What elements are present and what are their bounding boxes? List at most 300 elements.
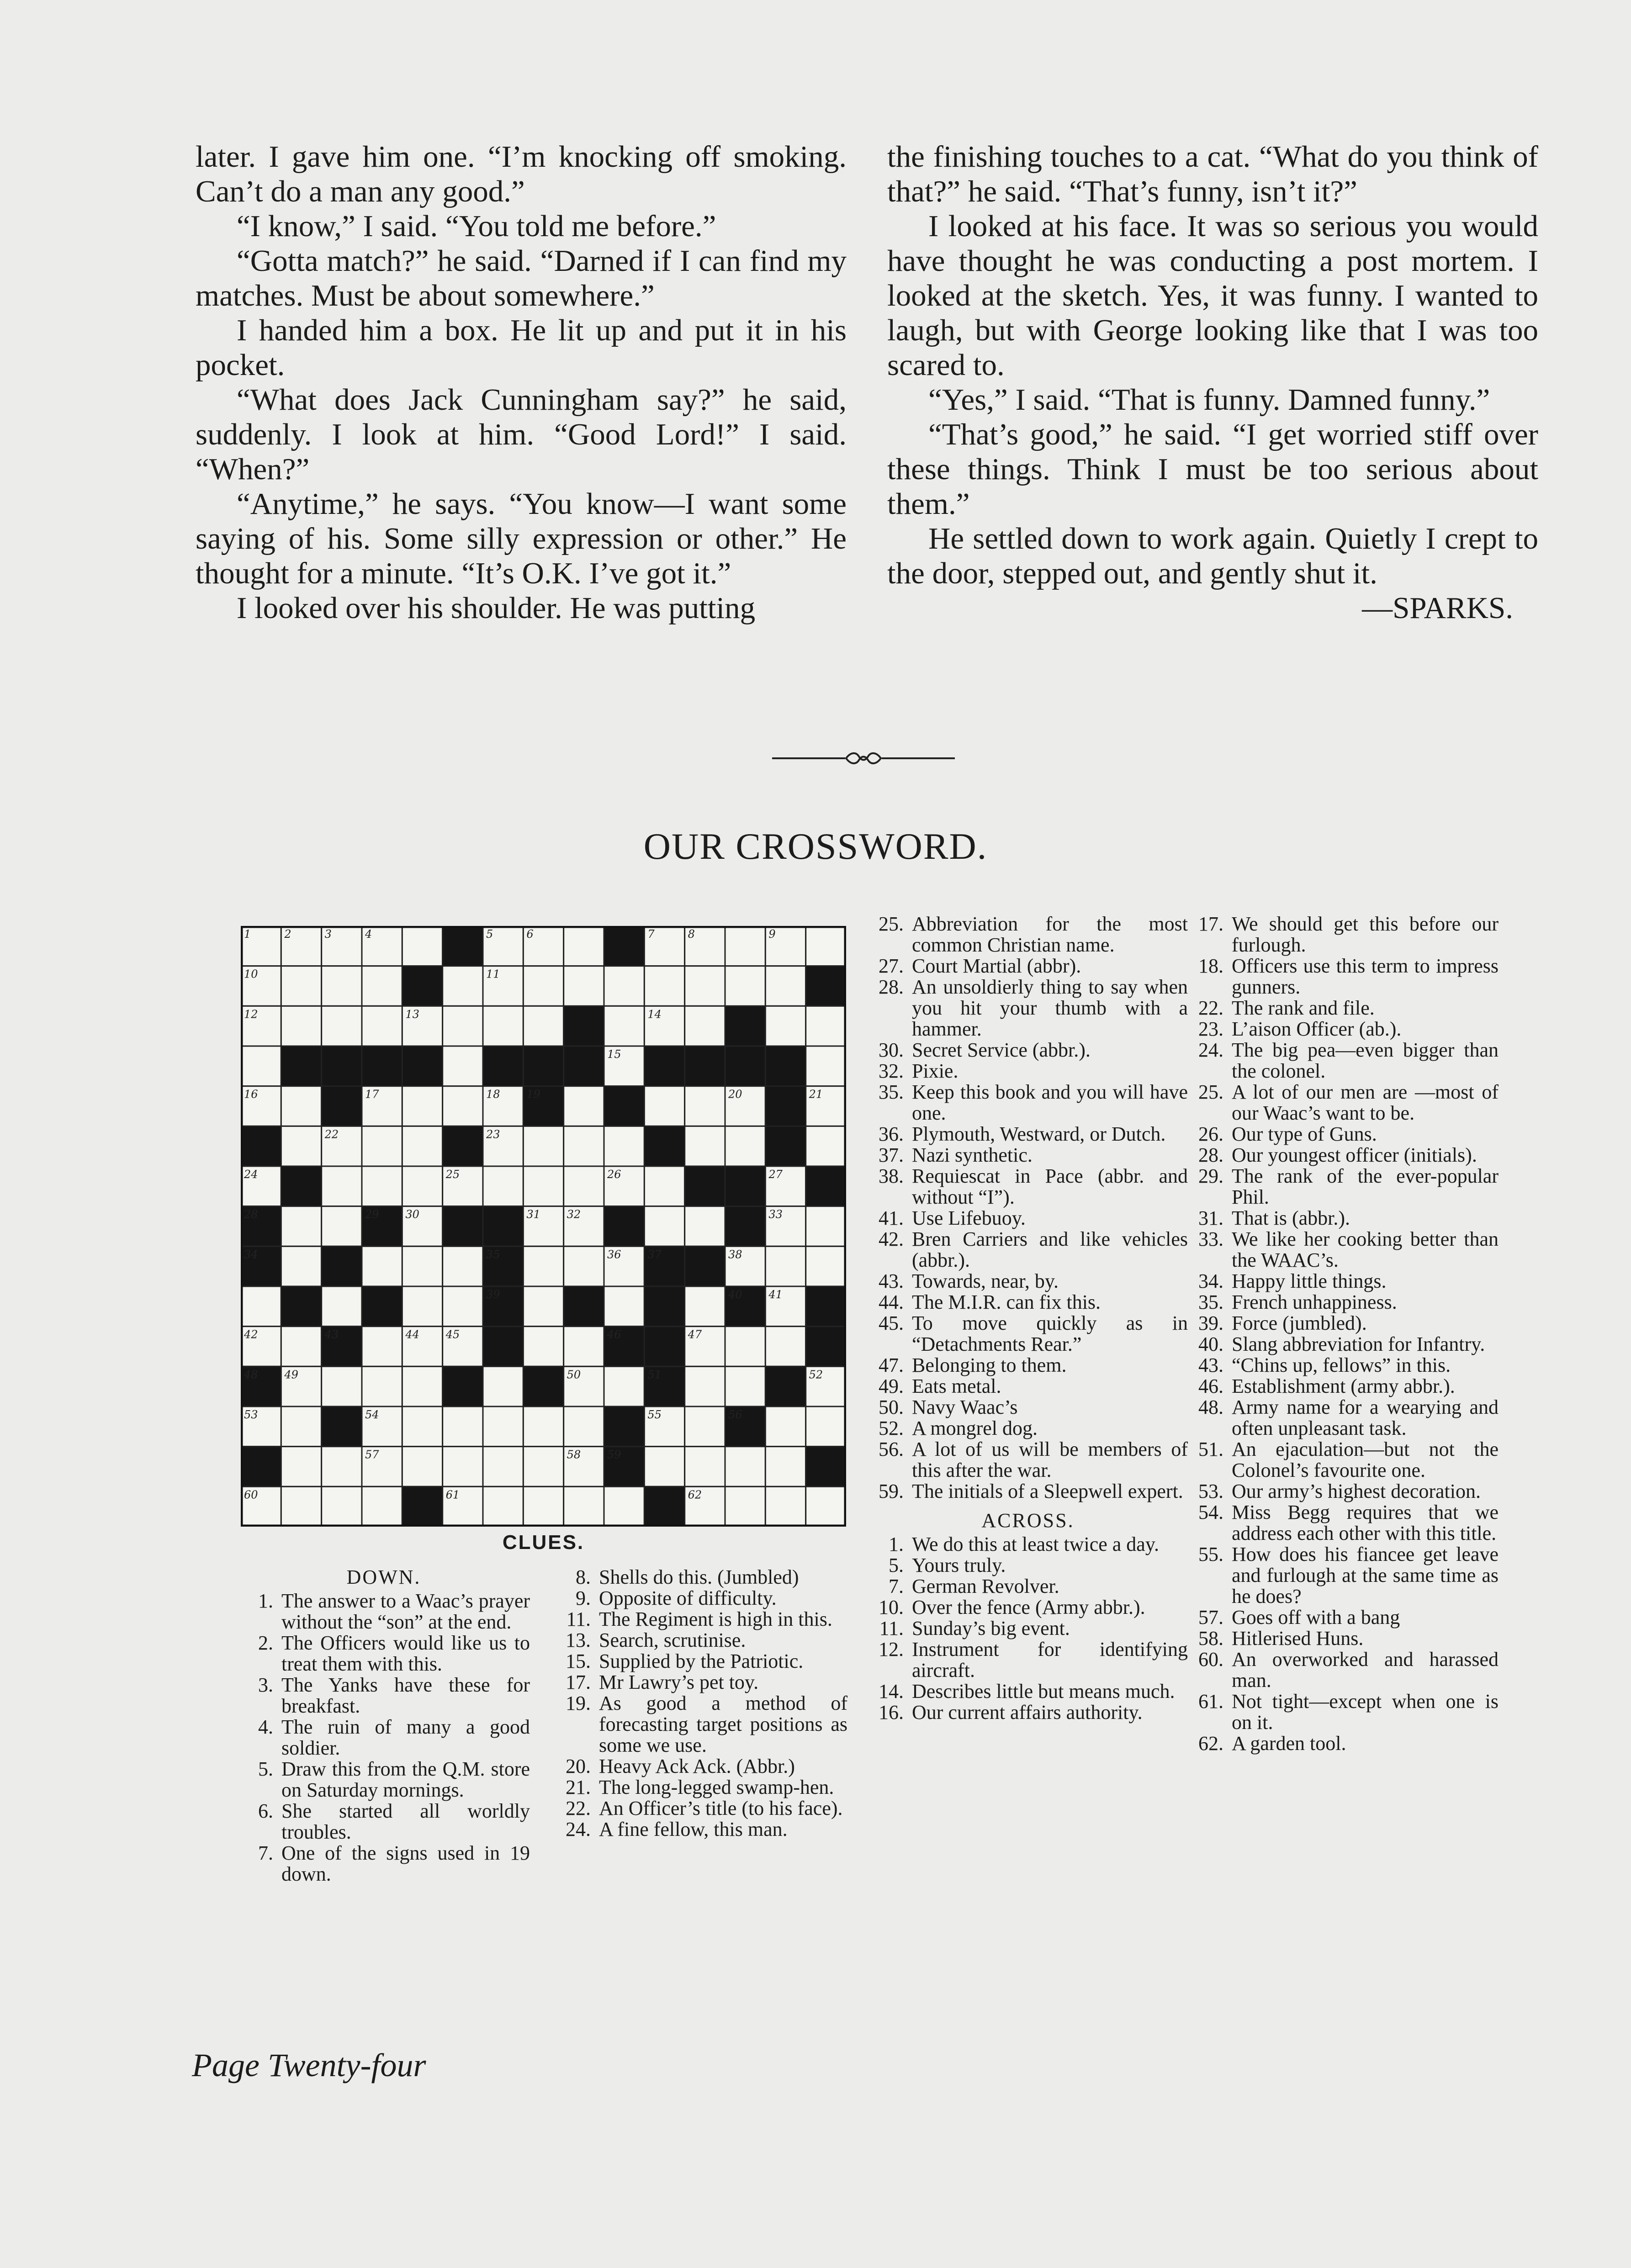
grid-cell (685, 1406, 725, 1447)
clue-text: Pixie. (912, 1060, 958, 1082)
clue-number: 35. (1198, 1291, 1223, 1313)
clue-text: An unsoldierly thing to say when you hit your thumb with a hammer. (912, 976, 1188, 1040)
grid-number: 23 (486, 1128, 500, 1141)
clue-number: 25. (1198, 1081, 1223, 1103)
grid-number: 45 (445, 1328, 460, 1341)
clue-item (868, 1534, 1188, 1555)
clue-number: 30. (879, 1039, 904, 1061)
clue-item (1188, 1502, 1499, 1544)
grid-number: 31 (526, 1208, 540, 1221)
clue-text: A fine fellow, this man. (599, 1818, 788, 1840)
clue-item (1188, 1040, 1499, 1082)
grid-cell-black (443, 1366, 483, 1406)
clue-item (238, 1843, 530, 1885)
clue-item (555, 1651, 847, 1672)
clue-item (1188, 1334, 1499, 1355)
clues-column-4 (1188, 914, 1499, 1754)
clue-item (1188, 1166, 1499, 1208)
down-clue-list-3 (868, 914, 1188, 1502)
grid-cell (685, 1006, 725, 1046)
clue-item (1188, 1208, 1499, 1229)
clue-text: Our youngest officer (initials). (1232, 1144, 1477, 1166)
grid-cell (362, 1126, 402, 1166)
grid-cell (765, 1006, 805, 1046)
clue-number: 1. (258, 1590, 273, 1612)
grid-number: 30 (405, 1208, 419, 1221)
grid-cell (806, 1486, 846, 1527)
clue-text: Sunday’s big event. (912, 1617, 1070, 1639)
clue-text: Navy Waac’s (912, 1396, 1018, 1418)
clue-item (868, 1597, 1188, 1618)
clue-item (868, 1229, 1188, 1271)
grid-number: 21 (809, 1088, 823, 1101)
clue-item (1188, 1439, 1499, 1481)
grid-cell (523, 1166, 563, 1206)
grid-cell (604, 966, 644, 1006)
grid-cell (644, 966, 684, 1006)
clue-text: As good a method of forecasting target positions as some we use. (599, 1692, 847, 1756)
grid-cell (362, 1366, 402, 1406)
clue-item (1188, 1355, 1499, 1376)
grid-number: 40 (728, 1288, 742, 1301)
grid-cell-black (644, 1327, 684, 1367)
clue-text: Shells do this. (Jumbled) (599, 1566, 799, 1588)
grid-cell-black (483, 1327, 523, 1367)
story-left-paragraph: “Anytime,” he says. “You know—I want some saying of his. Some silly expression or other.” He thought for a minute. “It’s O.K. I’ve got it.” (196, 487, 847, 590)
grid-number: 54 (365, 1408, 379, 1421)
clue-text: Establishment (army abbr.). (1232, 1375, 1455, 1397)
grid-number: 38 (728, 1248, 742, 1261)
clue-item (868, 1418, 1188, 1439)
grid-number: 62 (688, 1488, 702, 1501)
grid-cell (644, 1447, 684, 1487)
grid-cell (685, 1447, 725, 1487)
grid-cell (806, 1246, 846, 1286)
clue-text: The big pea—even bigger than the colonel. (1232, 1039, 1499, 1082)
clue-text: We do this at least twice a day. (912, 1533, 1159, 1555)
clue-number: 20. (566, 1755, 591, 1777)
grid-number: 41 (768, 1288, 783, 1301)
grid-cell (523, 1447, 563, 1487)
grid-cell-black (644, 1046, 684, 1086)
grid-cell-black (362, 1046, 402, 1086)
clue-number: 47. (879, 1354, 904, 1376)
grid-cell-black (443, 926, 483, 966)
grid-cell-black (523, 1366, 563, 1406)
grid-cell (402, 1246, 442, 1286)
clue-text: That is (abbr.). (1232, 1207, 1350, 1229)
grid-cell-black (765, 1086, 805, 1126)
ornament-divider (772, 749, 955, 767)
grid-number: 17 (365, 1088, 379, 1101)
clue-text: Hitlerised Huns. (1232, 1627, 1364, 1649)
grid-cell (564, 1246, 604, 1286)
clue-number: 15. (566, 1650, 591, 1672)
grid-number: 32 (567, 1208, 581, 1221)
clue-item (868, 1145, 1188, 1166)
grid-cell (483, 1006, 523, 1046)
clue-number: 58. (1198, 1627, 1223, 1649)
clue-item (868, 1355, 1188, 1376)
clue-number: 43. (1198, 1354, 1223, 1376)
clue-text: She started all worldly troubles. (281, 1800, 530, 1843)
grid-cell (765, 1447, 805, 1487)
grid-cell (604, 1286, 644, 1327)
grid-cell-black (362, 1286, 402, 1327)
grid-number: 47 (688, 1328, 702, 1341)
grid-cell (443, 966, 483, 1006)
story-right-paragraph: “Yes,” I said. “That is funny. Damned funny.” (928, 383, 1490, 417)
clues-column-3 (868, 914, 1188, 1723)
grid-cell (443, 1286, 483, 1327)
clue-item (868, 1040, 1188, 1061)
clue-item (555, 1588, 847, 1609)
grid-cell (322, 1006, 362, 1046)
clue-text: A lot of us will be members of this after the war. (912, 1438, 1188, 1481)
clue-item (1188, 1733, 1499, 1754)
grid-number: 59 (607, 1448, 621, 1461)
clue-text: Yours truly. (912, 1554, 1006, 1576)
grid-cell-black (523, 1046, 563, 1086)
grid-cell-black (604, 1206, 644, 1247)
grid-number: 16 (244, 1088, 258, 1101)
clue-text: The ruin of many a good soldier. (281, 1716, 530, 1759)
grid-cell (685, 1206, 725, 1247)
clue-text: Nazi synthetic. (912, 1144, 1033, 1166)
clue-number: 14. (879, 1680, 904, 1702)
grid-cell (362, 966, 402, 1006)
clue-text: Opposite of difficulty. (599, 1587, 777, 1609)
clue-text: Our current affairs authority. (912, 1701, 1143, 1723)
grid-number: 37 (647, 1248, 662, 1261)
clue-item (238, 1675, 530, 1717)
clue-item (868, 1681, 1188, 1702)
clue-text: The answer to a Waac’s prayer without the “son” at the end. (281, 1590, 530, 1633)
grid-cell-black (685, 1046, 725, 1086)
clue-number: 25. (879, 913, 904, 935)
clue-text: One of the signs used in 19 down. (281, 1842, 530, 1885)
grid-cell (402, 1126, 442, 1166)
clue-number: 5. (889, 1554, 904, 1576)
grid-cell-black (402, 966, 442, 1006)
grid-cell-black (765, 1366, 805, 1406)
clue-text: Slang abbreviation for Infantry. (1232, 1333, 1485, 1355)
clue-number: 22. (566, 1797, 591, 1819)
story-signature: —SPARKS. (1362, 591, 1513, 625)
clue-text: Requiescat in Pace (abbr. and without “I”). (912, 1165, 1188, 1208)
clue-number: 51. (1198, 1438, 1223, 1460)
grid-number: 7 (647, 928, 655, 941)
grid-cell (765, 1246, 805, 1286)
clue-number: 29. (1198, 1165, 1223, 1187)
clue-text: To move quickly as in “Detachments Rear.” (912, 1312, 1188, 1355)
grid-cell (564, 1406, 604, 1447)
clue-text: Secret Service (abbr.). (912, 1039, 1091, 1061)
grid-cell (443, 1447, 483, 1487)
grid-number: 22 (324, 1128, 339, 1141)
clue-text: Officers use this term to impress gunners. (1232, 955, 1499, 998)
clue-number: 7. (889, 1575, 904, 1597)
clue-text: The Officers would like us to treat them with this. (281, 1632, 530, 1675)
across-clue-list-1 (868, 1534, 1188, 1723)
clue-item (868, 1702, 1188, 1723)
grid-cell-black (644, 1126, 684, 1166)
grid-cell (604, 1366, 644, 1406)
grid-cell-black (483, 1046, 523, 1086)
grid-cell (523, 1006, 563, 1046)
grid-cell (402, 1286, 442, 1327)
clue-number: 48. (1198, 1396, 1223, 1418)
grid-number: 19 (526, 1088, 540, 1101)
clue-item (555, 1672, 847, 1693)
grid-cell (564, 1086, 604, 1126)
grid-number: 51 (647, 1368, 662, 1381)
grid-cell-black (443, 1126, 483, 1166)
grid-cell-black (443, 1206, 483, 1247)
clue-item (1188, 1145, 1499, 1166)
clue-number: 5. (258, 1758, 273, 1780)
clue-item (555, 1777, 847, 1798)
grid-number: 34 (244, 1248, 258, 1261)
grid-cell-black (322, 1246, 362, 1286)
grid-number: 42 (244, 1328, 258, 1341)
grid-cell (322, 1447, 362, 1487)
clue-text: The long-legged swamp-hen. (599, 1776, 834, 1798)
grid-cell-black (765, 1046, 805, 1086)
clue-number: 35. (879, 1081, 904, 1103)
clue-text: Eats metal. (912, 1375, 1001, 1397)
clue-text: Keep this book and you will have one. (912, 1081, 1188, 1124)
clue-item (868, 1639, 1188, 1681)
clue-number: 49. (879, 1375, 904, 1397)
grid-cell (765, 966, 805, 1006)
grid-number: 10 (244, 967, 258, 981)
grid-cell (402, 1086, 442, 1126)
grid-cell (523, 1246, 563, 1286)
clue-text: A mongrel dog. (912, 1417, 1038, 1439)
clue-number: 10. (879, 1596, 904, 1618)
grid-number: 55 (647, 1408, 662, 1421)
clue-item (1188, 1628, 1499, 1649)
across-heading: ACROSS. (981, 1509, 1075, 1532)
grid-number: 4 (365, 928, 372, 941)
clue-text: Bren Carriers and like vehicles (abbr.). (912, 1228, 1188, 1271)
story-left-paragraph: later. I gave him one. “I’m knocking off smoking. Can’t do a man any good.” (196, 140, 847, 208)
clue-text: French unhappiness. (1232, 1291, 1397, 1313)
grid-cell-black (402, 1046, 442, 1086)
grid-number: 8 (688, 928, 695, 941)
grid-cell (523, 1286, 563, 1327)
clue-number: 17. (1198, 913, 1223, 935)
clue-text: The Regiment is high in this. (599, 1608, 832, 1630)
grid-cell (483, 1166, 523, 1206)
grid-cell (765, 1486, 805, 1527)
clue-number: 28. (879, 976, 904, 998)
clue-number: 37. (879, 1144, 904, 1166)
grid-cell (564, 966, 604, 1006)
grid-number: 14 (647, 1008, 662, 1021)
clue-number: 7. (258, 1842, 273, 1864)
grid-cell (402, 1166, 442, 1206)
grid-cell (725, 1447, 765, 1487)
grid-number: 35 (486, 1248, 500, 1261)
grid-cell (806, 1006, 846, 1046)
grid-number: 60 (244, 1488, 258, 1501)
clue-number: 22. (1198, 997, 1223, 1019)
clue-number: 1. (889, 1533, 904, 1555)
grid-cell (443, 1086, 483, 1126)
grid-cell (564, 1126, 604, 1166)
clue-item (868, 1208, 1188, 1229)
clue-text: The rank of the ever-popular Phil. (1232, 1165, 1499, 1208)
grid-number: 28 (244, 1208, 258, 1221)
grid-cell (362, 1246, 402, 1286)
grid-cell (644, 1206, 684, 1247)
clue-text: Happy little things. (1232, 1270, 1387, 1292)
page-number: Page Twenty-four (192, 2047, 426, 2083)
clue-item (868, 1166, 1188, 1208)
grid-cell (685, 1086, 725, 1126)
grid-number: 6 (526, 928, 534, 941)
clue-item (868, 914, 1188, 956)
clue-item (868, 1124, 1188, 1145)
clue-text: Instrument for identifying aircraft. (912, 1638, 1188, 1681)
clue-number: 23. (1198, 1018, 1223, 1040)
grid-cell (402, 1366, 442, 1406)
grid-cell-black (725, 1006, 765, 1046)
grid-cell (241, 1286, 281, 1327)
clue-text: Plymouth, Westward, or Dutch. (912, 1123, 1166, 1145)
clue-item (868, 977, 1188, 1040)
clue-number: 62. (1198, 1732, 1223, 1755)
grid-cell (241, 1046, 281, 1086)
grid-cell (322, 1206, 362, 1247)
clue-item (868, 1576, 1188, 1597)
clue-item (238, 1759, 530, 1801)
grid-number: 1 (244, 928, 251, 941)
down-heading: DOWN. (346, 1566, 421, 1588)
clue-item (238, 1801, 530, 1843)
down-clue-list-1 (238, 1591, 530, 1885)
grid-cell (281, 1126, 321, 1166)
grid-cell (523, 1406, 563, 1447)
grid-cell (281, 1406, 321, 1447)
clue-item (1188, 1376, 1499, 1397)
grid-cell-black (806, 1327, 846, 1367)
grid-number: 44 (405, 1328, 419, 1341)
clue-item (868, 1618, 1188, 1639)
grid-cell (443, 1406, 483, 1447)
clue-text: Force (jumbled). (1232, 1312, 1367, 1334)
grid-cell-black (604, 1086, 644, 1126)
clue-item (1188, 1292, 1499, 1313)
grid-cell (483, 1406, 523, 1447)
story-right-column (887, 139, 1538, 625)
clue-item (868, 1271, 1188, 1292)
clue-text: Belonging to them. (912, 1354, 1067, 1376)
clue-item (1188, 1607, 1499, 1628)
clue-item (555, 1819, 847, 1840)
clue-number: 8. (576, 1566, 591, 1588)
clue-number: 2. (258, 1632, 273, 1654)
clue-text: Goes off with a bang (1232, 1606, 1400, 1628)
grid-number: 36 (607, 1248, 621, 1261)
grid-cell (564, 1166, 604, 1206)
story-left-paragraph: “Gotta match?” he said. “Darned if I can find my matches. Must be about somewhere.” (196, 244, 847, 312)
grid-cell (322, 1366, 362, 1406)
grid-cell-black (564, 1046, 604, 1086)
grid-cell (685, 1126, 725, 1166)
grid-cell (402, 1447, 442, 1487)
grid-cell (725, 1327, 765, 1367)
clue-item (1188, 956, 1499, 998)
grid-number: 48 (244, 1368, 258, 1381)
grid-number: 39 (486, 1288, 500, 1301)
clue-item (868, 1082, 1188, 1124)
clue-text: Our army’s highest decoration. (1232, 1480, 1481, 1502)
clue-text: Draw this from the Q.M. store on Saturday mornings. (281, 1758, 530, 1801)
clue-item (1188, 1082, 1499, 1124)
grid-cell (806, 1046, 846, 1086)
clue-item (868, 1439, 1188, 1481)
clue-number: 40. (1198, 1333, 1223, 1355)
clue-item (1188, 1544, 1499, 1607)
clue-number: 53. (1198, 1480, 1223, 1502)
grid-cell-black (604, 1406, 644, 1447)
clue-text: The initials of a Sleepwell expert. (912, 1480, 1183, 1502)
grid-cell (443, 1006, 483, 1046)
grid-number: 26 (607, 1168, 621, 1181)
clue-item (868, 1376, 1188, 1397)
grid-cell (564, 926, 604, 966)
grid-cell-black (322, 1406, 362, 1447)
grid-cell (362, 1327, 402, 1367)
clue-item (1188, 1691, 1499, 1733)
grid-cell (685, 966, 725, 1006)
grid-number: 29 (365, 1208, 379, 1221)
clue-number: 27. (879, 955, 904, 977)
grid-cell (725, 966, 765, 1006)
story-right-paragraphs (887, 139, 1538, 591)
grid-cell-black (644, 1286, 684, 1327)
clue-number: 45. (879, 1312, 904, 1334)
grid-number: 11 (486, 967, 500, 981)
clue-item (1188, 1124, 1499, 1145)
clue-text: The rank and file. (1232, 997, 1375, 1019)
grid-cell (483, 1486, 523, 1527)
clue-item (1188, 1313, 1499, 1334)
grid-cell (281, 1327, 321, 1367)
clue-item (1188, 1481, 1499, 1502)
clue-text: Court Martial (abbr). (912, 955, 1081, 977)
grid-cell (604, 1126, 644, 1166)
grid-cell (604, 1006, 644, 1046)
clue-item (1188, 914, 1499, 956)
clue-number: 33. (1198, 1228, 1223, 1250)
grid-cell (402, 1406, 442, 1447)
grid-number: 33 (768, 1208, 783, 1221)
clue-number: 55. (1198, 1543, 1223, 1565)
clue-number: 11. (566, 1608, 591, 1630)
grid-cell-black (322, 1086, 362, 1126)
story-left-paragraph: “What does Jack Cunningham say?” he said, suddenly. I look at him. “Good Lord!” I said. “When?” (196, 383, 847, 486)
grid-number: 24 (244, 1168, 258, 1181)
grid-cell (564, 1327, 604, 1367)
story-right-paragraph: the finishing touches to a cat. “What do you think of that?” he said. “That’s funny, isn’t it?” (887, 140, 1538, 208)
grid-number: 2 (284, 928, 291, 941)
clue-item (555, 1630, 847, 1651)
clue-item (555, 1693, 847, 1756)
